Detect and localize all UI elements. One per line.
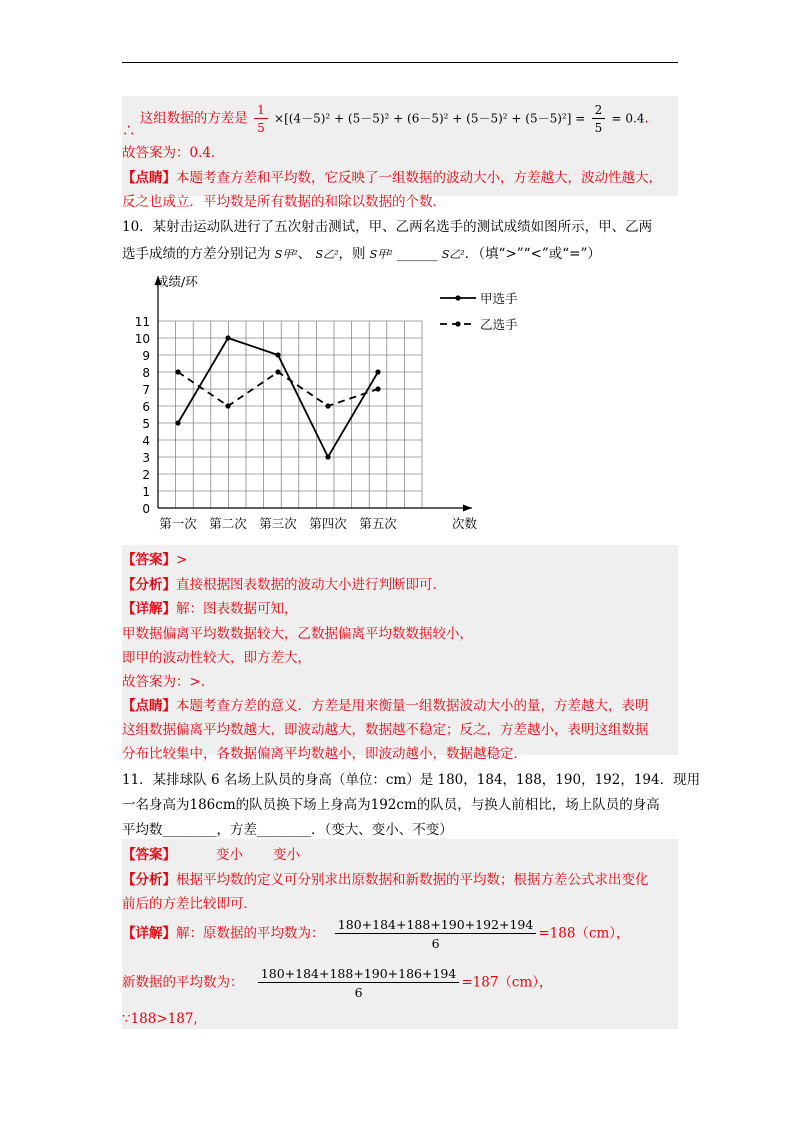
q11-mean-blank[interactable]: ________ (162, 822, 217, 838)
data-point-series2 (375, 386, 380, 391)
q10-answer-blank[interactable]: ______ (397, 246, 438, 262)
legend-label-1: 甲选手 (480, 291, 518, 306)
x-tick-label: 第四次 (309, 516, 347, 531)
q10-stem-line2: 选手成绩的方差分别记为 S甲²、 S乙²，则 S甲² ______ S乙²．（填“>”“<”或“=”） (122, 246, 601, 262)
y-tick-label: 4 (142, 434, 150, 448)
q10-comment-line2: 这组数据偏离平均数越大，即波动越大，数据越不稳定；反之，方差越小，表明这组数据 (122, 722, 649, 738)
y-tick-label: 7 (142, 383, 150, 397)
x-tick-label: 第五次 (359, 516, 397, 531)
x-axis-arrow (463, 505, 472, 512)
q9-variance-line: ∴ 这组数据的方差是 $\frac{1}{5}$ ×[(4－5)² + (5－5)² + (6－5)² + (5－5)² + (5－5)²] = $\frac{2}{5}$ = 0.4. (122, 103, 649, 139)
x-tick-label: 第二次 (209, 516, 247, 531)
y-tick-label: 8 (142, 366, 150, 380)
legend-label-2: 乙选手 (480, 317, 518, 332)
q11-mean-original: 【详解】解：原数据的平均数为： $\frac{180+184+188+190+192+194}{6}$ =188（cm）， (122, 917, 630, 951)
x-axis-label: 次数 (452, 516, 478, 531)
q10-detail3: 即甲的波动性较大，即方差大， (122, 650, 311, 666)
q10-final-answer: 故答案为：>． (122, 674, 215, 690)
q11-because: ∵188>187, (122, 1011, 198, 1027)
q11-variance-blank[interactable]: ________ (257, 822, 311, 838)
q10-comment-line3: 分布比较集中，各数据偏离平均数越小，即波动越小，数据越稳定． (122, 746, 527, 762)
score-line-chart (122, 272, 518, 537)
variance-expression: ×[(4－5)² + (5－5)² + (6－5)² + (5－5)² + (5－5)²] = (274, 111, 586, 126)
y-tick-label: 0 (142, 502, 150, 516)
legend-marker-2 (455, 321, 460, 326)
q11-answer: 【答案】 变小 变小 (122, 847, 300, 863)
y-tick-label: 10 (134, 332, 150, 346)
therefore-symbol: ∴ (122, 122, 136, 139)
y-axis-label: 成绩/环 (156, 274, 198, 289)
q10-detail2: 甲数据偏离平均数数据较大，乙数据偏离平均数数据较小， (122, 626, 473, 642)
q10-detail: 【详解】解：图表数据可知， (122, 601, 298, 617)
q11-analysis-line2: 前后的方差比较即可． (122, 896, 257, 912)
data-point-series1 (375, 369, 380, 374)
y-tick-label: 11 (134, 315, 150, 329)
y-tick-label: 2 (142, 468, 150, 482)
data-point-series1 (225, 335, 230, 340)
header-rule (122, 62, 678, 63)
q10-answer: 【答案】> (122, 552, 188, 568)
q9-comment-line1: 【点睛】本题考查方差和平均数，它反映了一组数据的波动大小，方差越大，波动性越大， (122, 170, 662, 186)
q9-comment-line2: 反之也成立．平均数是所有数据的和除以数据的个数． (122, 194, 446, 210)
x-tick-label: 第一次 (159, 516, 197, 531)
data-point-series2 (325, 403, 330, 408)
y-tick-label: 9 (142, 349, 150, 363)
q10-comment-line1: 【点睛】本题考查方差的意义．方差是用来衡量一组数据波动大小的量，方差越大，表明 (122, 698, 649, 714)
y-tick-label: 3 (142, 451, 150, 465)
data-point-series2 (175, 369, 180, 374)
y-tick-label: 1 (142, 485, 150, 499)
fraction-two-fifths: $\frac{2}{5}$ (592, 103, 606, 135)
data-point-series2 (225, 403, 230, 408)
q11-stem-line3: 平均数________，方差________．（变大、变小、不变） (122, 822, 453, 838)
x-tick-label: 第三次 (259, 516, 297, 531)
y-tick-label: 6 (142, 400, 150, 414)
data-point-series1 (275, 352, 280, 357)
data-point-series2 (275, 369, 280, 374)
q11-mean-new: 新数据的平均数为： $\frac{180+184+188+190+186+194}{6}$ =187（cm）， (122, 966, 553, 1000)
data-point-series1 (325, 454, 330, 459)
q11-stem-line2: 一名身高为186cm的队员换下场上身高为192cm的队员，与换人前相比，场上队员的身高 (122, 797, 660, 813)
fraction-one-fifth: $\frac{1}{5}$ (254, 103, 268, 135)
y-tick-label: 5 (142, 417, 150, 431)
q9-answer: 故答案为：0.4． (122, 145, 225, 161)
q11-stem-line1: 11．某排球队 6 名场上队员的身高（单位：cm）是 180，184，188，190，192，194．现用 (122, 772, 701, 788)
legend-marker-1 (455, 295, 460, 300)
q10-analysis: 【分析】直接根据图表数据的波动大小进行判断即可． (122, 577, 446, 593)
q10-stem-line1: 10．某射击运动队进行了五次射击测试，甲、乙两名选手的测试成绩如图所示，甲、乙两 (122, 219, 653, 235)
q11-analysis-line1: 【分析】根据平均数的定义可分别求出原数据和新数据的平均数；根据方差公式求出变化 (122, 872, 649, 888)
data-point-series1 (175, 420, 180, 425)
